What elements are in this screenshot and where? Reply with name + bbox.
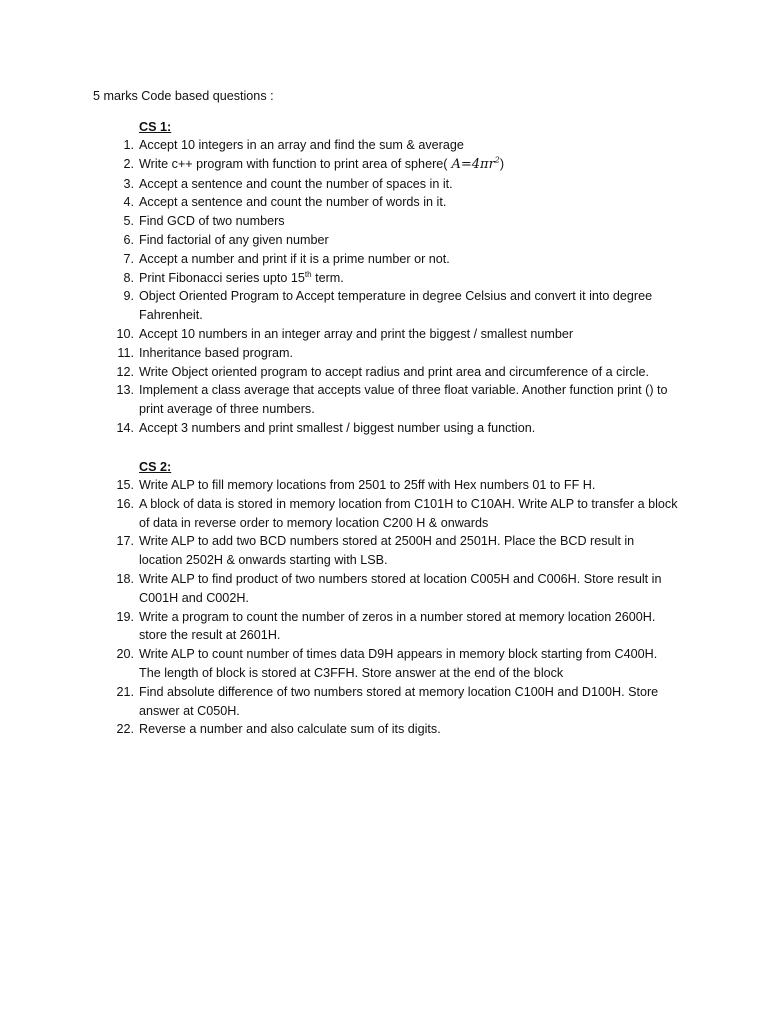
item-text: Print Fibonacci series upto 15 <box>139 270 305 285</box>
section-heading-cs2: CS 2: <box>139 460 172 474</box>
page-title: 5 marks Code based questions : <box>93 89 274 103</box>
list-item <box>0 287 768 325</box>
list-item <box>0 269 768 288</box>
item-number: 2. <box>123 156 134 171</box>
ordinal-superscript: th <box>304 269 312 279</box>
item-text-with-superscript: Print Fibonacci series upto 15th term. <box>139 269 344 285</box>
item-text: Find GCD of two numbers <box>139 214 285 229</box>
item-number: 6. <box>123 232 134 247</box>
item-number: 12. <box>116 364 134 379</box>
list-item <box>0 720 768 739</box>
list-item <box>0 570 768 608</box>
item-text-with-formula: Write c++ program with function to print area of sphere( $A=4\pi r^2$) <box>139 155 505 172</box>
item-number: 21. <box>116 684 134 699</box>
item-number: 18. <box>116 571 134 586</box>
list-item <box>0 608 768 646</box>
item-number: 3. <box>123 176 134 191</box>
list-item <box>0 175 768 194</box>
list-item <box>0 683 768 721</box>
item-text: Write a program to count the number of zeros in a number stored at memory location 2600H. store the result at 2601H. <box>139 609 656 643</box>
list-item <box>0 212 768 231</box>
list-item <box>0 325 768 344</box>
item-text: Accept a sentence and count the number of spaces in it. <box>139 176 453 191</box>
item-text: Write c++ program with function to print area of sphere( <box>139 156 448 171</box>
item-number: 17. <box>116 534 134 549</box>
item-number: 7. <box>123 251 134 266</box>
list-item <box>0 532 768 570</box>
item-number: 13. <box>116 383 134 398</box>
list-item <box>0 344 768 363</box>
item-number: 8. <box>123 270 134 285</box>
item-text: A block of data is stored in memory location from C101H to C10AH. Write ALP to transfer a block of data in reverse order to memory location C200 H & onwards <box>139 496 678 530</box>
item-number: 22. <box>116 722 134 737</box>
item-text: Reverse a number and also calculate sum of its digits. <box>139 722 441 737</box>
item-text: Accept 10 numbers in an integer array and print the biggest / smallest number <box>139 326 574 341</box>
item-number: 11. <box>117 345 134 360</box>
item-number: 14. <box>116 420 134 435</box>
list-item <box>0 250 768 269</box>
list-item <box>0 136 768 155</box>
list-item <box>0 645 768 683</box>
item-number: 10. <box>116 326 134 341</box>
list-item <box>0 476 768 495</box>
item-text: Find factorial of any given number <box>139 232 329 247</box>
list-item <box>0 363 768 382</box>
item-text: Inheritance based program. <box>139 345 294 360</box>
item-number: 16. <box>116 496 134 511</box>
item-number: 19. <box>116 609 134 624</box>
item-number: 15. <box>116 478 134 492</box>
sphere-area-formula: $A=4\pi r^2$ <box>451 155 500 172</box>
item-text: Accept a number and print if it is a prime number or not. <box>139 251 450 266</box>
item-number: 4. <box>123 195 134 210</box>
item-number: 20. <box>116 647 134 662</box>
item-text: Accept a sentence and count the number of words in it. <box>139 195 447 210</box>
item-text: Find absolute difference of two numbers stored at memory location C100H and D100H. Store answer at C050H. <box>139 684 659 718</box>
item-text: Write Object oriented program to accept radius and print area and circumference of a circle. <box>139 364 650 379</box>
list-item <box>0 419 768 438</box>
list-item <box>0 231 768 250</box>
item-text: Write ALP to add two BCD numbers stored at 2500H and 2501H. Place the BCD result in location 2502H & onwards starting with LSB. <box>139 534 635 568</box>
list-item <box>0 495 768 533</box>
item-text: Write ALP to count number of times data D9H appears in memory block starting from C400H. The length of block is stored at C3FFH. Store answer at the end of the block <box>139 647 658 680</box>
item-text: Write ALP to fill memory locations from 2501 to 25ff with Hex numbers 01 to FF H. <box>139 478 596 492</box>
item-number: 9. <box>123 289 134 304</box>
list-item <box>0 155 768 175</box>
question-list-cs1 <box>0 136 768 438</box>
list-item <box>0 193 768 212</box>
section-heading-cs1: CS 1: <box>139 120 172 134</box>
item-text: Accept 10 integers in an array and find the sum & average <box>139 138 464 152</box>
item-number: 1. <box>123 138 134 152</box>
list-item <box>0 381 768 419</box>
item-text: Write ALP to find product of two numbers stored at location C005H and C006H. Store result in C001H and C002H. <box>139 571 662 605</box>
question-list-cs2 <box>0 476 768 739</box>
item-text: Accept 3 numbers and print smallest / biggest number using a function. <box>139 420 536 435</box>
item-number: 5. <box>123 214 134 229</box>
item-text: Object Oriented Program to Accept temperature in degree Celsius and convert it into degree Fahrenheit. <box>139 289 653 323</box>
item-text: Implement a class average that accepts value of three float variable. Another function print () to print average of three numbers. <box>139 383 668 417</box>
